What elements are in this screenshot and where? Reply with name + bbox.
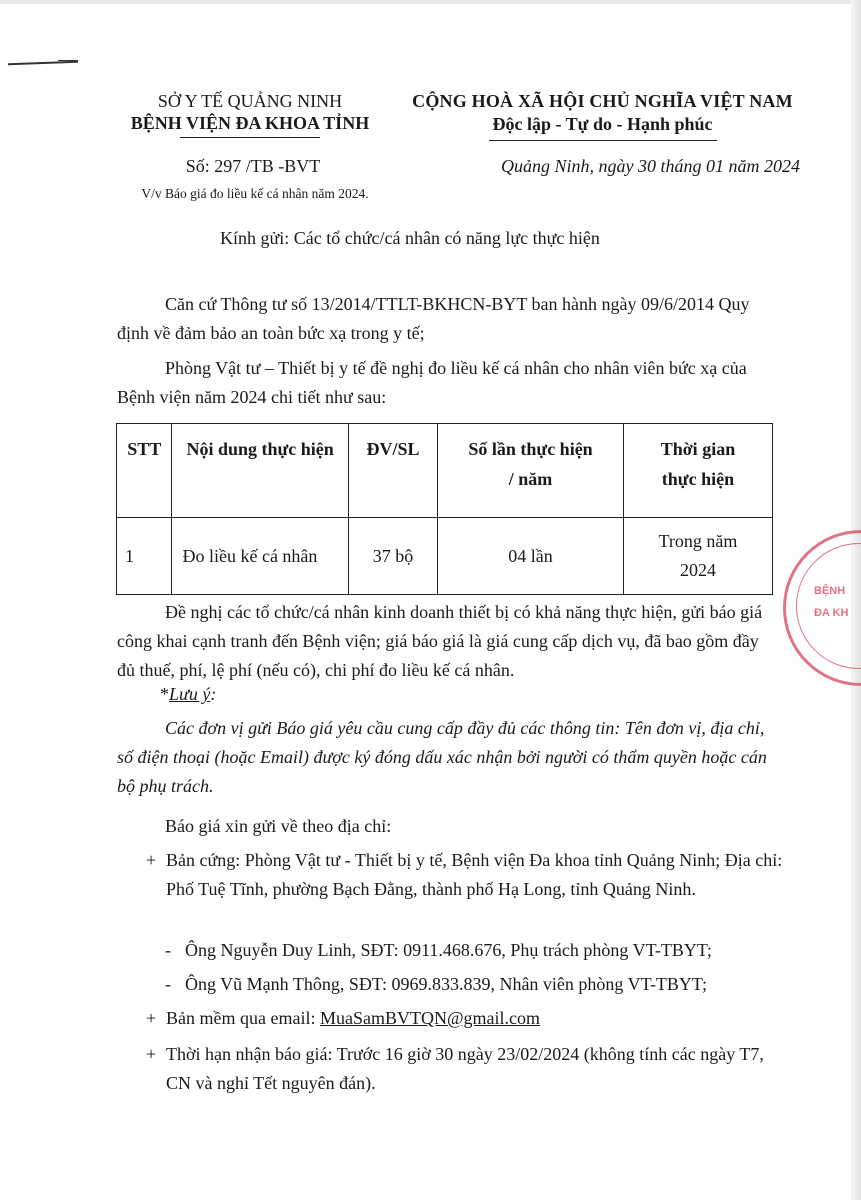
country-name: CỘNG HOÀ XÃ HỘI CHỦ NGHĨA VIỆT NAM [412,91,793,111]
agency-name: SỞ Y TẾ QUẢNG NINH [157,91,343,111]
plus-bullet: + [146,850,157,870]
cell-time: Trong năm 2024 [623,518,772,595]
basis-paragraph: Căn cứ Thông tư số 13/2014/TTLT-BKHCN-BYT ban hành ngày 09/6/2014 Quy định về đảm bảo an toàn bức xạ trong y tế; [117,294,750,343]
service-table [116,423,773,595]
note-prefix: * [160,684,169,704]
place-date: Quảng Ninh, ngày 30 tháng 01 năm 2024 [501,156,800,176]
deadline-text: Thời hạn nhận báo giá: Trước 16 giờ 30 ngày 23/02/2024 (không tính các ngày T7, CN và nghỉ Tết nguyên đán). [166,1044,764,1093]
cell-stt: 1 [117,518,172,595]
address-intro: Báo giá xin gửi về theo địa chỉ: [165,816,392,836]
note-heading [160,684,216,705]
soft-copy-text [166,1004,540,1033]
header-stt: STT [117,424,172,518]
issuer-header [105,90,395,138]
document-subject: V/v Báo giá đo liều kế cá nhân năm 2024. [141,186,369,201]
hospital-name: BỆNH VIỆN ĐA KHOA TỈNH [130,113,370,133]
document-number: Số: 297 /TB -BVT [185,156,321,176]
national-motto: Độc lập - Tự do - Hạnh phúc [492,114,713,134]
header-unit: ĐV/SL [348,424,437,518]
greeting: Kính gửi: Các tổ chức/cá nhân có năng lực thực hiện [220,228,600,248]
invite-paragraph: Đề nghị các tổ chức/cá nhân kinh doanh thiết bị có khả năng thực hiện, gửi báo giá công khai cạnh tranh đến Bệnh viện; giá báo giá là giá cung cấp dịch vụ, đã bao gồm đầy đủ thuế, phí, lệ phí (nếu có), chi phí đo liều kế cá nhân. [117,602,763,680]
header-content: Nội dung thực hiện [172,424,348,518]
scan-mark [8,61,78,65]
request-paragraph: Phòng Vật tư – Thiết bị y tế đề nghị đo liều kế cá nhân cho nhân viên bức xạ của Bệnh viện năm 2024 chi tiết như sau: [117,358,747,407]
dash-bullet: - [165,974,171,994]
plus-bullet: + [146,1044,157,1064]
note-title: Lưu ý [169,684,211,704]
table-header-row [117,424,773,518]
national-header [395,90,810,141]
table-row [117,518,773,595]
contact-text: Ông Vũ Mạnh Thông, SĐT: 0969.833.839, Nhân viên phòng VT-TBYT; [185,974,707,994]
cell-times: 04 lần [438,518,624,595]
cell-content: Đo liều kế cá nhân [172,518,348,595]
seal-inner-ring [796,543,861,669]
contact-text: Ông Nguyễn Duy Linh, SĐT: 0911.468.676, Phụ trách phòng VT-TBYT; [185,940,712,960]
header-time: Thời gian thực hiện [623,424,772,518]
red-seal-stamp [783,530,861,686]
note-suffix: : [210,684,217,704]
soft-copy-label: Bản mềm qua email: [166,1008,320,1028]
seal-text: BỆNH [814,585,846,597]
motto-underline [489,140,717,141]
header-times: Số lần thực hiện / năm [438,424,624,518]
email-link[interactable]: MuaSamBVTQN@gmail.com [319,1008,541,1028]
issuer-underline [180,137,320,138]
scan-mark [58,60,78,61]
note-body: Các đơn vị gửi Báo giá yêu cầu cung cấp đầy đủ các thông tin: Tên đơn vị, địa chỉ, số điện thoại (hoặc Email) được ký đóng dấu xác nhận bởi người có thẩm quyền hoặc cán bộ phụ trách. [117,718,767,796]
dash-bullet: - [165,940,171,960]
cell-unit: 37 bộ [348,518,437,595]
scan-edge-top [0,0,861,4]
plus-bullet: + [146,1008,157,1028]
hard-copy-text: Bản cứng: Phòng Vật tư - Thiết bị y tế, Bệnh viện Đa khoa tỉnh Quảng Ninh; Địa chỉ: Phố Tuệ Tĩnh, phường Bạch Đằng, thành phố Hạ Long, tỉnh Quảng Ninh. [166,850,783,899]
seal-text: ĐA KH [814,607,849,619]
